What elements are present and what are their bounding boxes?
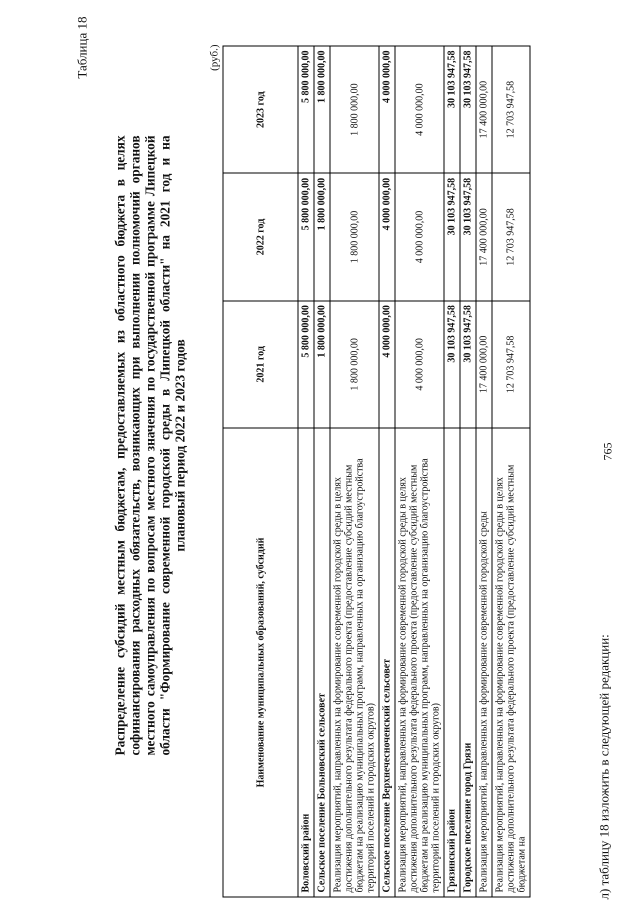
- table-row: [379, 46, 395, 897]
- value-2022-cell: 30 103 947,58: [460, 173, 476, 300]
- value-2023-cell: 4 000 000,00: [379, 46, 395, 173]
- row-name-cell: Городское поселение город Грязи: [460, 428, 476, 897]
- table-row: [476, 46, 492, 897]
- value-2022-cell: 4 000 000,00: [379, 173, 395, 300]
- table-row: [314, 46, 330, 897]
- row-name-cell: Воловский район: [298, 428, 314, 897]
- table-row: [298, 46, 314, 897]
- header-2021: 2021 год: [223, 300, 298, 427]
- value-2023-cell: 1 800 000,00: [314, 46, 330, 173]
- subsidy-table: [222, 45, 530, 897]
- header-2022: 2022 год: [223, 173, 298, 300]
- table-row: [460, 46, 476, 897]
- table-label: Таблица 18: [74, 16, 89, 79]
- value-2021-cell: 12 703 947,58: [492, 300, 530, 427]
- table-row: [395, 46, 444, 897]
- table-row: [444, 46, 460, 897]
- value-2021-cell: 4 000 000,00: [395, 300, 444, 427]
- value-2023-cell: 30 103 947,58: [444, 46, 460, 173]
- value-2021-cell: 5 800 000,00: [298, 300, 314, 427]
- value-2021-cell: 1 800 000,00: [314, 300, 330, 427]
- value-2023-cell: 17 400 000,00: [476, 46, 492, 173]
- row-name-cell: Реализация мероприятий, направленных на формирование современной городской среды в целях достижения дополнительного результата федерального проекта (предоставление субсидий местным бюджетам на: [492, 428, 530, 897]
- value-2022-cell: 1 800 000,00: [314, 173, 330, 300]
- value-2022-cell: 17 400 000,00: [476, 173, 492, 300]
- page-number: 765: [600, 442, 614, 460]
- value-2022-cell: 30 103 947,58: [444, 173, 460, 300]
- value-2022-cell: 12 703 947,58: [492, 173, 530, 300]
- value-2023-cell: 12 703 947,58: [492, 46, 530, 173]
- unit-label: (руб.): [208, 44, 220, 71]
- row-name-cell: Грязинский район: [444, 428, 460, 897]
- row-name-cell: Реализация мероприятий, направленных на формирование современной городской среды в целях достижения дополнительного результата федерального проекта (предоставление субсидий местным бюджетам на реализацию муниципальных программ, направленных на организацию благоустройства территорий поселений и городских округов): [395, 428, 444, 897]
- value-2021-cell: 17 400 000,00: [476, 300, 492, 427]
- value-2022-cell: 5 800 000,00: [298, 173, 314, 300]
- value-2021-cell: 30 103 947,58: [460, 300, 476, 427]
- value-2021-cell: 30 103 947,58: [444, 300, 460, 427]
- value-2021-cell: 1 800 000,00: [330, 300, 379, 427]
- intro-text: л) таблицу 18 изложить в следующей редакции:: [596, 633, 611, 899]
- value-2023-cell: 4 000 000,00: [395, 46, 444, 173]
- table-row: [492, 46, 530, 897]
- value-2022-cell: 4 000 000,00: [395, 173, 444, 300]
- table-header-row: [223, 46, 298, 897]
- table-title: Распределение субсидий местным бюджетам, предоставляемых из областного бюджета в целях софинансирования расходных обязательств, возникающих при выполнении полномочий органов местного самоуправления по вопросам местного значения по государственной программе Липецкой области "Формирование современной городской среды в Липецкой области" на 2021 год и на плановый период 2022 и 2023 годов: [112, 135, 187, 755]
- row-name-cell: Реализация мероприятий, направленных на формирование современной городской среды: [476, 428, 492, 897]
- header-2023: 2023 год: [223, 46, 298, 173]
- value-2023-cell: 1 800 000,00: [330, 46, 379, 173]
- value-2021-cell: 4 000 000,00: [379, 300, 395, 427]
- table-body: [298, 46, 530, 897]
- row-name-cell: Сельское поселение Больновский сельсовет: [314, 428, 330, 897]
- row-name-cell: Реализация мероприятий, направленных на формирование современной городской среды в целях достижения дополнительного результата федерального проекта (предоставление субсидий местным бюджетам на реализацию муниципальных программ, направленных на организацию благоустройства территорий поселений и городских округов): [330, 428, 379, 897]
- header-name: Наименование муниципальных образований, субсидий: [223, 428, 298, 897]
- value-2022-cell: 1 800 000,00: [330, 173, 379, 300]
- table-row: [330, 46, 379, 897]
- value-2023-cell: 5 800 000,00: [298, 46, 314, 173]
- row-name-cell: Сельское поселение Верхнечесноченский сельсовет: [379, 428, 395, 897]
- value-2023-cell: 30 103 947,58: [460, 46, 476, 173]
